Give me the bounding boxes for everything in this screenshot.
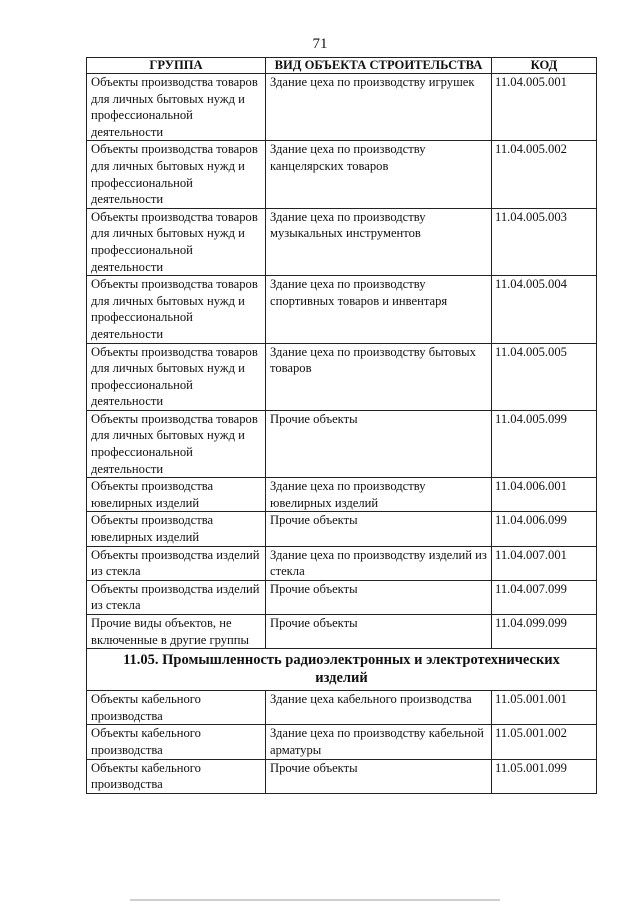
table-row bbox=[87, 343, 597, 410]
construction-types-table bbox=[86, 57, 597, 794]
cell-code: 11.04.007.001 bbox=[492, 546, 597, 580]
cell-group: Объекты кабельного производства bbox=[87, 725, 266, 759]
section-row bbox=[87, 649, 597, 691]
section-title: 11.05. Промышленность радиоэлектронных и электротехнических изделий bbox=[87, 649, 597, 691]
cell-group: Объекты производства изделий из стекла bbox=[87, 580, 266, 614]
cell-type: Здание цеха по производству спортивных товаров и инвентаря bbox=[266, 276, 492, 343]
cell-code: 11.04.005.003 bbox=[492, 208, 597, 275]
table-row bbox=[87, 512, 597, 546]
cell-group: Объекты производства изделий из стекла bbox=[87, 546, 266, 580]
cell-group: Объекты производства товаров для личных бытовых нужд и профессиональной деятельности bbox=[87, 141, 266, 208]
table-row bbox=[87, 580, 597, 614]
table-row bbox=[87, 276, 597, 343]
cell-group: Прочие виды объектов, не включенные в другие группы bbox=[87, 615, 266, 649]
cell-code: 11.04.006.001 bbox=[492, 478, 597, 512]
cell-group: Объекты производства товаров для личных бытовых нужд и профессиональной деятельности bbox=[87, 74, 266, 141]
table-body-top bbox=[87, 74, 597, 649]
cell-code: 11.04.005.005 bbox=[492, 343, 597, 410]
header-type: ВИД ОБЪЕКТА СТРОИТЕЛЬСТВА bbox=[266, 58, 492, 74]
cell-type: Здание цеха по производству игрушек bbox=[266, 74, 492, 141]
cell-type: Здание цеха по производству канцелярских товаров bbox=[266, 141, 492, 208]
cell-code: 11.04.005.002 bbox=[492, 141, 597, 208]
cell-type: Прочие объекты bbox=[266, 615, 492, 649]
cell-type: Здание цеха по производству изделий из стекла bbox=[266, 546, 492, 580]
table-row bbox=[87, 410, 597, 477]
cell-group: Объекты кабельного производства bbox=[87, 759, 266, 793]
cell-group: Объекты производства товаров для личных бытовых нужд и профессиональной деятельности bbox=[87, 410, 266, 477]
header-group: ГРУППА bbox=[87, 58, 266, 74]
cell-type: Прочие объекты bbox=[266, 512, 492, 546]
cell-code: 11.05.001.099 bbox=[492, 759, 597, 793]
cell-type: Здание цеха по производству кабельной арматуры bbox=[266, 725, 492, 759]
cell-code: 11.04.005.001 bbox=[492, 74, 597, 141]
cell-type: Здание цеха по производству ювелирных изделий bbox=[266, 478, 492, 512]
table-body-bottom bbox=[87, 691, 597, 794]
cell-type: Здание цеха по производству музыкальных инструментов bbox=[266, 208, 492, 275]
header-code: КОД bbox=[492, 58, 597, 74]
cell-type: Здание цеха кабельного производства bbox=[266, 691, 492, 725]
cell-code: 11.04.005.099 bbox=[492, 410, 597, 477]
table-row bbox=[87, 141, 597, 208]
table-row bbox=[87, 725, 597, 759]
cell-code: 11.05.001.001 bbox=[492, 691, 597, 725]
scan-edge-line bbox=[130, 899, 500, 901]
cell-code: 11.04.007.099 bbox=[492, 580, 597, 614]
cell-group: Объекты производства товаров для личных бытовых нужд и профессиональной деятельности bbox=[87, 343, 266, 410]
cell-group: Объекты кабельного производства bbox=[87, 691, 266, 725]
table-row bbox=[87, 691, 597, 725]
table-row bbox=[87, 208, 597, 275]
cell-type: Прочие объекты bbox=[266, 759, 492, 793]
table-header-row bbox=[87, 58, 597, 74]
page-number: 71 bbox=[312, 36, 328, 52]
cell-group: Объекты производства ювелирных изделий bbox=[87, 478, 266, 512]
cell-code: 11.04.099.099 bbox=[492, 615, 597, 649]
cell-code: 11.05.001.002 bbox=[492, 725, 597, 759]
table-row bbox=[87, 759, 597, 793]
cell-code: 11.04.006.099 bbox=[492, 512, 597, 546]
cell-code: 11.04.005.004 bbox=[492, 276, 597, 343]
table-row bbox=[87, 615, 597, 649]
table-row bbox=[87, 478, 597, 512]
cell-type: Прочие объекты bbox=[266, 580, 492, 614]
cell-group: Объекты производства ювелирных изделий bbox=[87, 512, 266, 546]
cell-type: Здание цеха по производству бытовых товаров bbox=[266, 343, 492, 410]
cell-type: Прочие объекты bbox=[266, 410, 492, 477]
table-row bbox=[87, 546, 597, 580]
cell-group: Объекты производства товаров для личных бытовых нужд и профессиональной деятельности bbox=[87, 208, 266, 275]
cell-group: Объекты производства товаров для личных бытовых нужд и профессиональной деятельности bbox=[87, 276, 266, 343]
table-row bbox=[87, 74, 597, 141]
